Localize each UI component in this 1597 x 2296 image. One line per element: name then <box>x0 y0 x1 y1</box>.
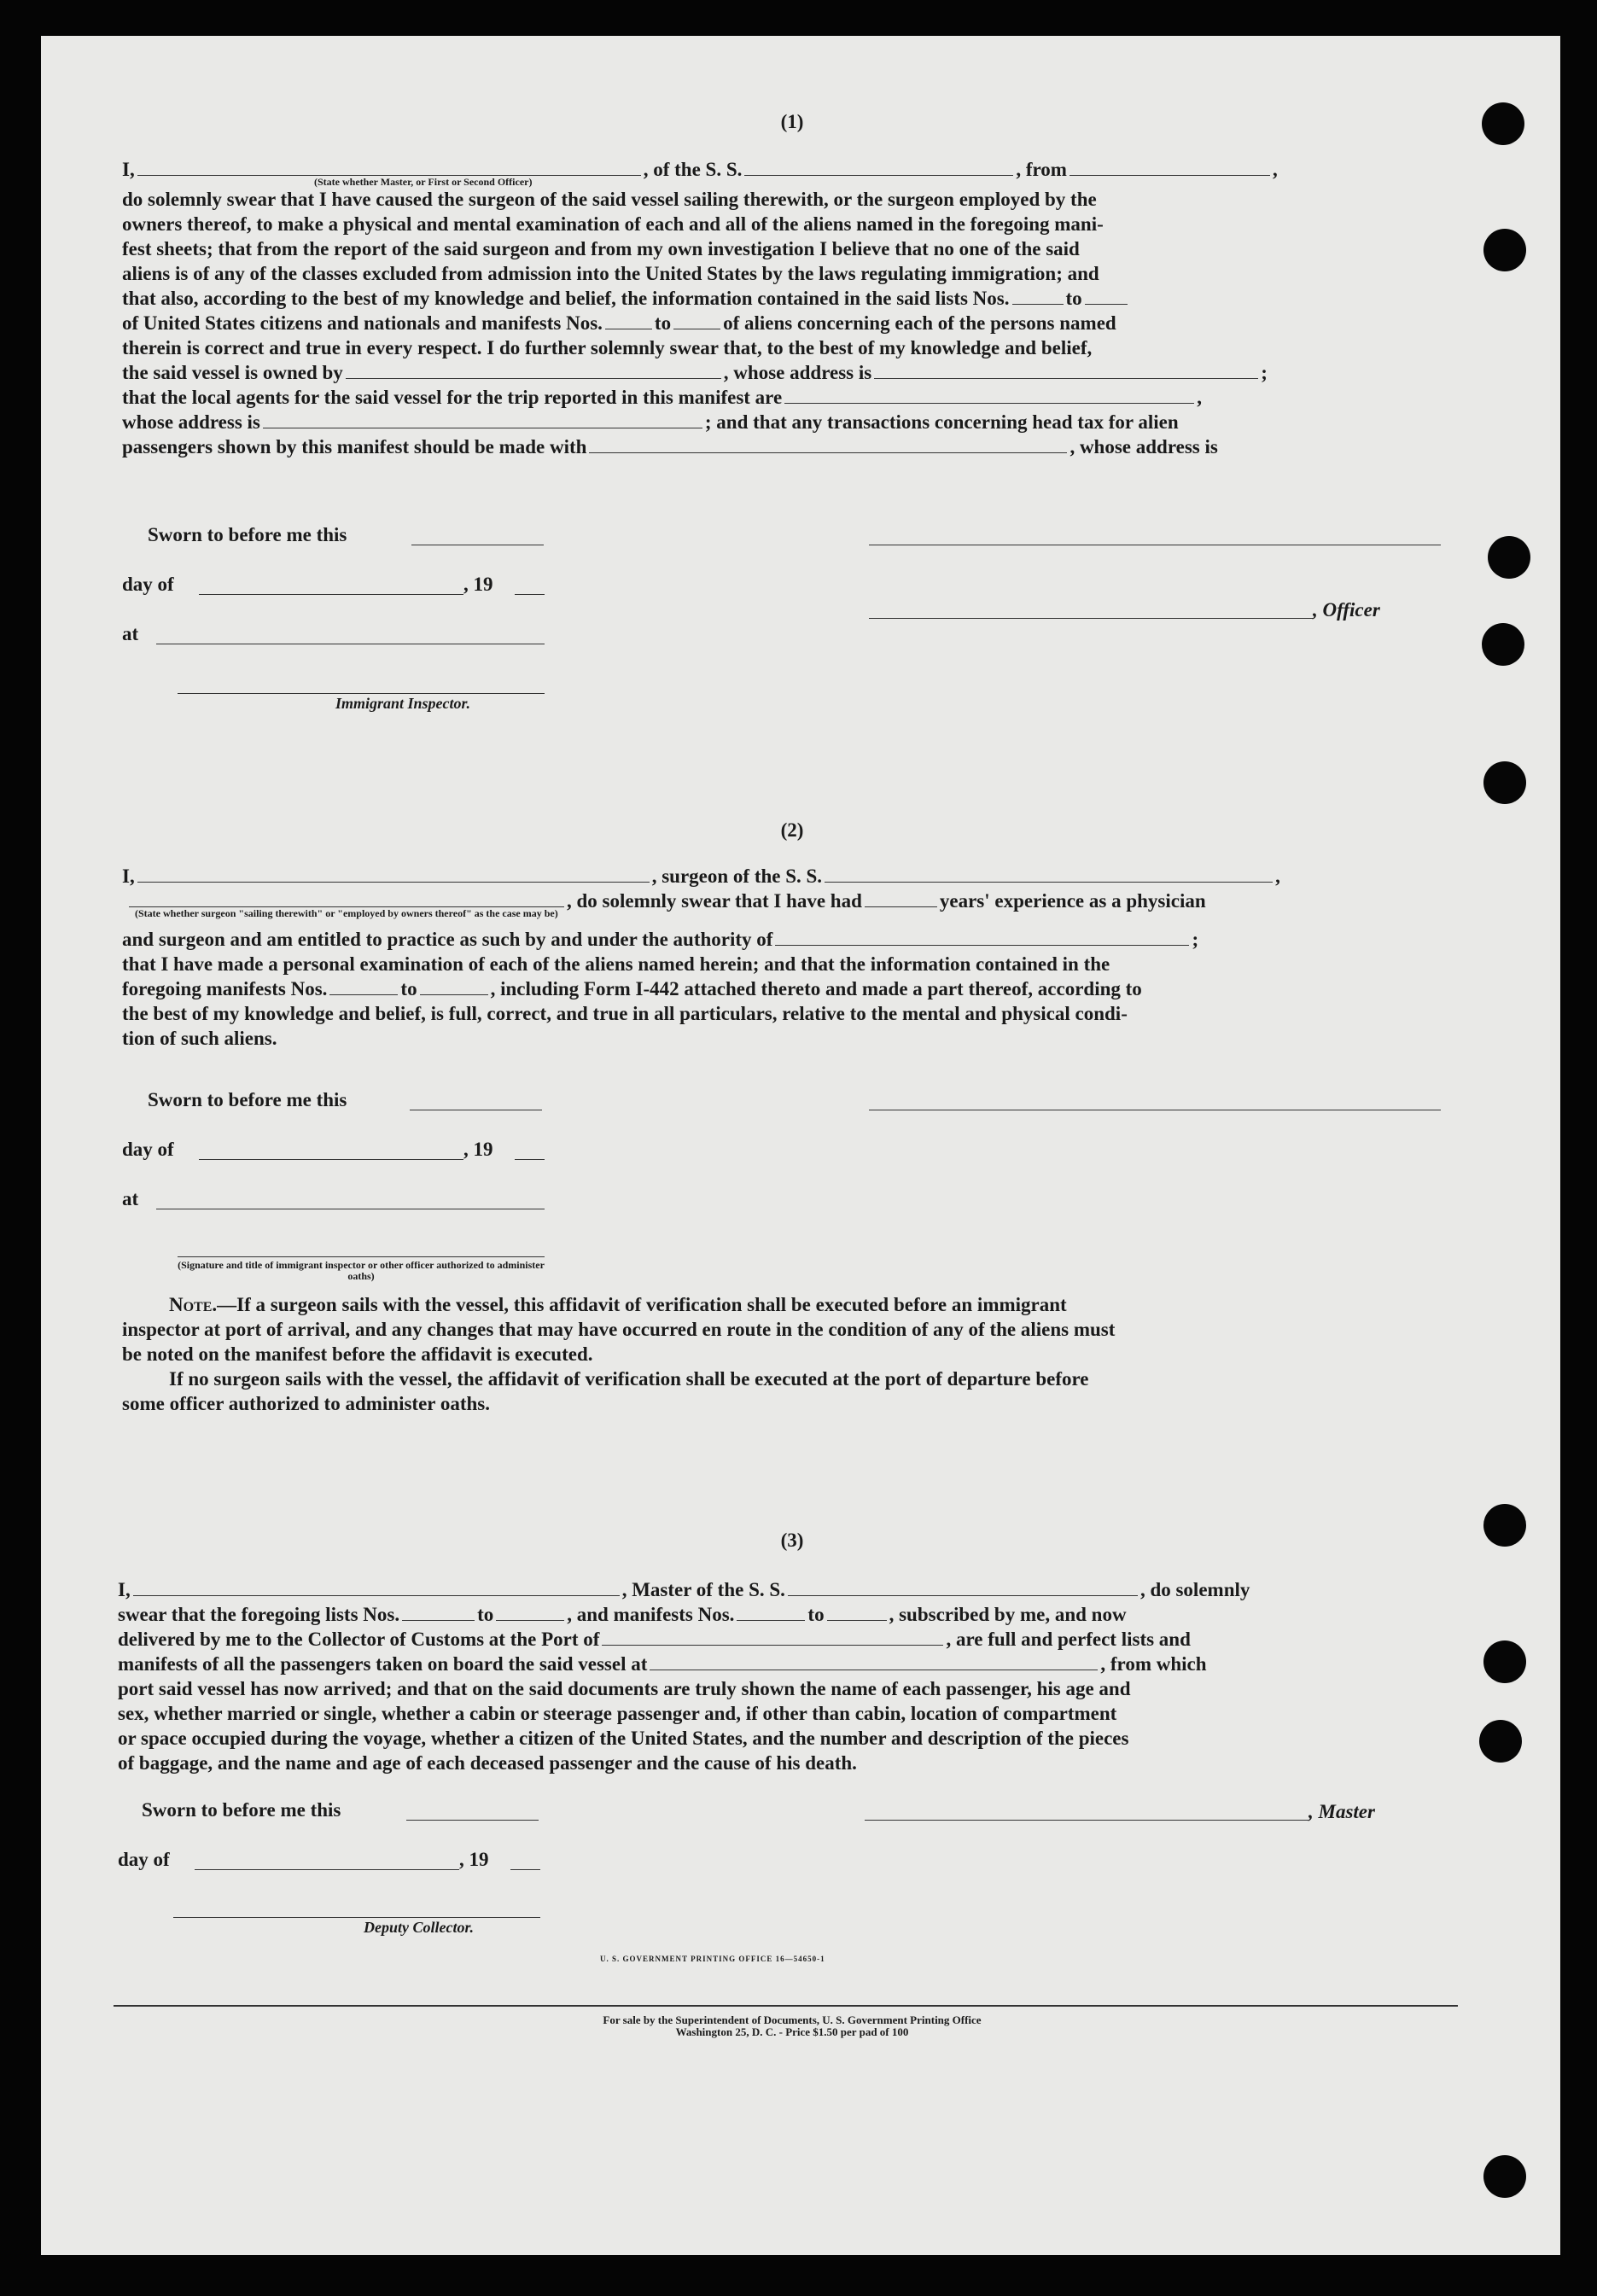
text: , from <box>1016 159 1067 180</box>
text: that the local agents for the said vessel for the trip reported in this manifest are <box>122 387 783 408</box>
text: ; <box>1192 929 1199 950</box>
s1-sworn-label: Sworn to before me this <box>148 524 347 545</box>
s3-line: or space occupied during the voyage, whether a citizen of the United States, and the number and description of the pieces <box>118 1728 1129 1749</box>
note-line: inspector at port of arrival, and any changes that may have occurred en route in the condition of any of the aliens must <box>122 1319 1116 1340</box>
note-line-1 <box>122 1292 1441 1317</box>
years-experience-field[interactable] <box>865 889 937 907</box>
text: manifests of all the passengers taken on board the said vessel at <box>118 1653 648 1675</box>
manifests-to-field[interactable] <box>673 312 720 329</box>
s3-line: port said vessel has now arrived; and that on the said documents are truly shown the name of each passenger, his age and <box>118 1678 1131 1699</box>
s3-lists-to-field[interactable] <box>496 1603 564 1621</box>
text: —If a surgeon sails with the vessel, this affidavit of verification shall be executed before an immigrant <box>217 1294 1067 1315</box>
text: , subscribed by me, and now <box>889 1604 1127 1625</box>
text: , surgeon of the S. S. <box>651 865 823 887</box>
section-2-heading: (2) <box>780 819 804 841</box>
s2-vessel-field[interactable] <box>825 865 1273 883</box>
s1-line-12 <box>122 434 1441 459</box>
section-3-body <box>118 1577 1441 1775</box>
s2-year-field[interactable] <box>515 1159 545 1160</box>
s2-inspector-signature-field[interactable] <box>178 1256 545 1257</box>
s1-line-6 <box>122 286 1441 311</box>
s3-year-field[interactable] <box>510 1869 540 1870</box>
text: ; <box>1261 362 1268 383</box>
s2-line-3 <box>122 927 1441 952</box>
s3-master-signature-field[interactable] <box>865 1820 1308 1821</box>
lists-from-field[interactable] <box>1012 287 1064 305</box>
note-line: If no surgeon sails with the vessel, the affidavit of verification shall be executed at the port of departure before <box>169 1368 1089 1390</box>
text: I, <box>122 865 135 887</box>
section-1-heading: (1) <box>780 111 804 132</box>
s1-officer-label: , Officer <box>1313 599 1380 621</box>
local-agents-field[interactable] <box>784 386 1194 404</box>
s1-sub-caption: (State whether Master, or First or Second Officer) <box>314 176 533 188</box>
port-field[interactable] <box>602 1628 943 1646</box>
s3-line: sex, whether married or single, whether a cabin or steerage passenger and, if other than cabin, location of compartment <box>118 1703 1117 1724</box>
text: , <box>1272 159 1278 180</box>
s2-at-label: at <box>122 1188 139 1209</box>
text: , whose address is <box>723 362 872 383</box>
s1-line-7 <box>122 311 1441 335</box>
text: whose address is <box>122 411 260 433</box>
agents-address-field[interactable] <box>263 411 702 428</box>
s1-dayof-label: day of <box>122 574 174 595</box>
punch-hole <box>1488 536 1530 579</box>
text: delivered by me to the Collector of Customs at the Port of <box>118 1629 600 1650</box>
text: , do solemnly swear that I have had <box>567 890 862 912</box>
section-2-note <box>122 1292 1441 1416</box>
footer-line-1: For sale by the Superintendent of Documents, U. S. Government Printing Office <box>603 2013 982 2026</box>
s1-inspector-signature-field[interactable] <box>178 693 545 694</box>
s1-line: aliens is of any of the classes excluded from admission into the United States by the laws regulating immigration; and <box>122 263 1099 284</box>
text: that also, according to the best of my knowledge and belief, the information contained in the said lists Nos. <box>122 288 1010 309</box>
text: , Master of the S. S. <box>621 1579 785 1600</box>
text: , and manifests Nos. <box>567 1604 735 1625</box>
s3-dayof-label: day of <box>118 1849 170 1870</box>
text: , from which <box>1100 1653 1207 1675</box>
s2-line: the best of my knowledge and belief, is full, correct, and true in all particulars, relative to the mental and physical condi- <box>122 1003 1128 1024</box>
text: to <box>654 312 672 334</box>
master-name-field[interactable] <box>137 158 641 176</box>
s2-signature-caption: (Signature and title of immigrant inspector or other officer authorized to administer oaths) <box>178 1259 545 1282</box>
s1-line-10 <box>122 385 1441 410</box>
text: to <box>400 978 417 999</box>
s1-year-field[interactable] <box>515 594 545 595</box>
footer-rule <box>114 2005 1458 2007</box>
s3-sworn-label: Sworn to before me this <box>142 1799 341 1821</box>
s1-line: fest sheets; that from the report of the said surgeon and from my own investigation I believe that no one of the said <box>122 238 1080 259</box>
head-tax-contact-field[interactable] <box>589 435 1067 453</box>
surgeon-status-field[interactable] <box>129 889 564 907</box>
punch-hole <box>1483 2155 1526 2198</box>
s3-deputy-label: Deputy Collector. <box>364 1919 474 1936</box>
text: the said vessel is owned by <box>122 362 343 383</box>
s2-line: that I have made a personal examination of each of the aliens named herein; and that the information contained in the <box>122 953 1110 975</box>
note-line: some officer authorized to administer oaths. <box>122 1393 490 1414</box>
vessel-name-field[interactable] <box>744 158 1013 176</box>
s3-deputy-signature-field[interactable] <box>173 1917 540 1918</box>
owner-address-field[interactable] <box>874 361 1258 379</box>
text: , <box>1275 865 1280 887</box>
boarding-port-field[interactable] <box>650 1652 1098 1670</box>
text: swear that the foregoing lists Nos. <box>118 1604 400 1625</box>
s1-inspector-label: Immigrant Inspector. <box>335 695 471 712</box>
note-line: be noted on the manifest before the affidavit is executed. <box>122 1343 593 1365</box>
text: , of the S. S. <box>643 159 743 180</box>
s1-line-11 <box>122 410 1441 434</box>
s3-lists-from-field[interactable] <box>402 1603 475 1621</box>
text: , are full and perfect lists and <box>946 1629 1191 1650</box>
s3-master-name-field[interactable] <box>133 1578 620 1596</box>
text: of United States citizens and nationals and manifests Nos. <box>122 312 603 334</box>
punch-hole <box>1482 623 1524 666</box>
footer-line-2: Washington 25, D. C. - Price $1.50 per pad of 100 <box>675 2025 909 2038</box>
s2-line: tion of such aliens. <box>122 1028 277 1049</box>
s1-officer-signature-field[interactable] <box>869 618 1313 619</box>
s3-line-3 <box>118 1627 1441 1652</box>
s3-year-label: , 19 <box>459 1849 489 1870</box>
s3-line-1 <box>118 1577 1441 1602</box>
s2-manifests-from-field[interactable] <box>329 977 398 995</box>
s1-at-label: at <box>122 623 139 644</box>
s3-day-field[interactable] <box>195 1869 459 1870</box>
text: and surgeon and am entitled to practice as such by and under the authority of <box>122 929 773 950</box>
s2-manifests-to-field[interactable] <box>420 977 488 995</box>
text: to <box>1065 288 1082 309</box>
punch-hole <box>1479 1720 1522 1763</box>
s2-day-field[interactable] <box>199 1159 463 1160</box>
text: years' experience as a physician <box>939 890 1206 912</box>
gpo-imprint: U. S. GOVERNMENT PRINTING OFFICE 16—54650-1 <box>600 1955 825 1963</box>
text: I, <box>122 159 135 180</box>
text: ; and that any transactions concerning head tax for alien <box>704 411 1179 433</box>
s1-line: therein is correct and true in every respect. I do further solemnly swear that, to the best of my knowledge and belief, <box>122 337 1093 358</box>
form-page <box>41 36 1560 2255</box>
s3-line-4 <box>118 1652 1441 1676</box>
text: , including Form I-442 attached thereto and made a part thereof, according to <box>490 978 1142 999</box>
s2-line-1 <box>122 864 1441 889</box>
s2-line-5 <box>122 976 1441 1001</box>
s1-line: do solemnly swear that I have caused the surgeon of the said vessel sailing therewith, or the surgeon employed by the <box>122 189 1097 210</box>
s3-sworn-date-field[interactable] <box>406 1820 539 1821</box>
section-2-body <box>122 864 1441 1051</box>
s2-sworn-label: Sworn to before me this <box>148 1089 347 1110</box>
s1-line-9 <box>122 360 1441 385</box>
s3-vessel-field[interactable] <box>788 1578 1138 1596</box>
note-lead: Note. <box>169 1294 218 1315</box>
section-3-heading: (3) <box>780 1530 804 1551</box>
s3-line: of baggage, and the name and age of each deceased passenger and the cause of his death. <box>118 1752 857 1774</box>
s3-master-label: , Master <box>1308 1801 1375 1822</box>
text: I, <box>118 1579 131 1600</box>
s2-sub-caption: (State whether surgeon "sailing therewith" or "employed by owners thereof" as the case may be) <box>135 907 558 919</box>
s3-manifests-to-field[interactable] <box>827 1603 887 1621</box>
s2-year-label: , 19 <box>463 1139 493 1160</box>
text: to <box>477 1604 494 1625</box>
punch-hole <box>1483 229 1526 271</box>
manifests-from-field[interactable] <box>605 312 652 329</box>
s3-line-2 <box>118 1602 1441 1627</box>
punch-hole <box>1483 761 1526 804</box>
text: foregoing manifests Nos. <box>122 978 328 999</box>
s1-year-label: , 19 <box>463 574 493 595</box>
section-1-body <box>122 157 1441 459</box>
s1-line: owners thereof, to make a physical and mental examination of each and all of the aliens named in the foregoing mani- <box>122 213 1104 235</box>
lists-to-field[interactable] <box>1085 287 1128 305</box>
text: , <box>1197 387 1202 408</box>
s1-day-field[interactable] <box>199 594 463 595</box>
punch-hole <box>1483 1640 1526 1683</box>
text: of aliens concerning each of the persons named <box>723 312 1116 334</box>
s3-manifests-from-field[interactable] <box>737 1603 805 1621</box>
s2-dayof-label: day of <box>122 1139 174 1160</box>
text: passengers shown by this manifest should be made with <box>122 436 587 457</box>
surgeon-name-field[interactable] <box>137 865 650 883</box>
from-port-field[interactable] <box>1070 158 1270 176</box>
text: to <box>807 1604 825 1625</box>
text: , whose address is <box>1070 436 1218 457</box>
authority-field[interactable] <box>775 928 1189 946</box>
text: , do solemnly <box>1139 1579 1250 1600</box>
owner-field[interactable] <box>346 361 721 379</box>
